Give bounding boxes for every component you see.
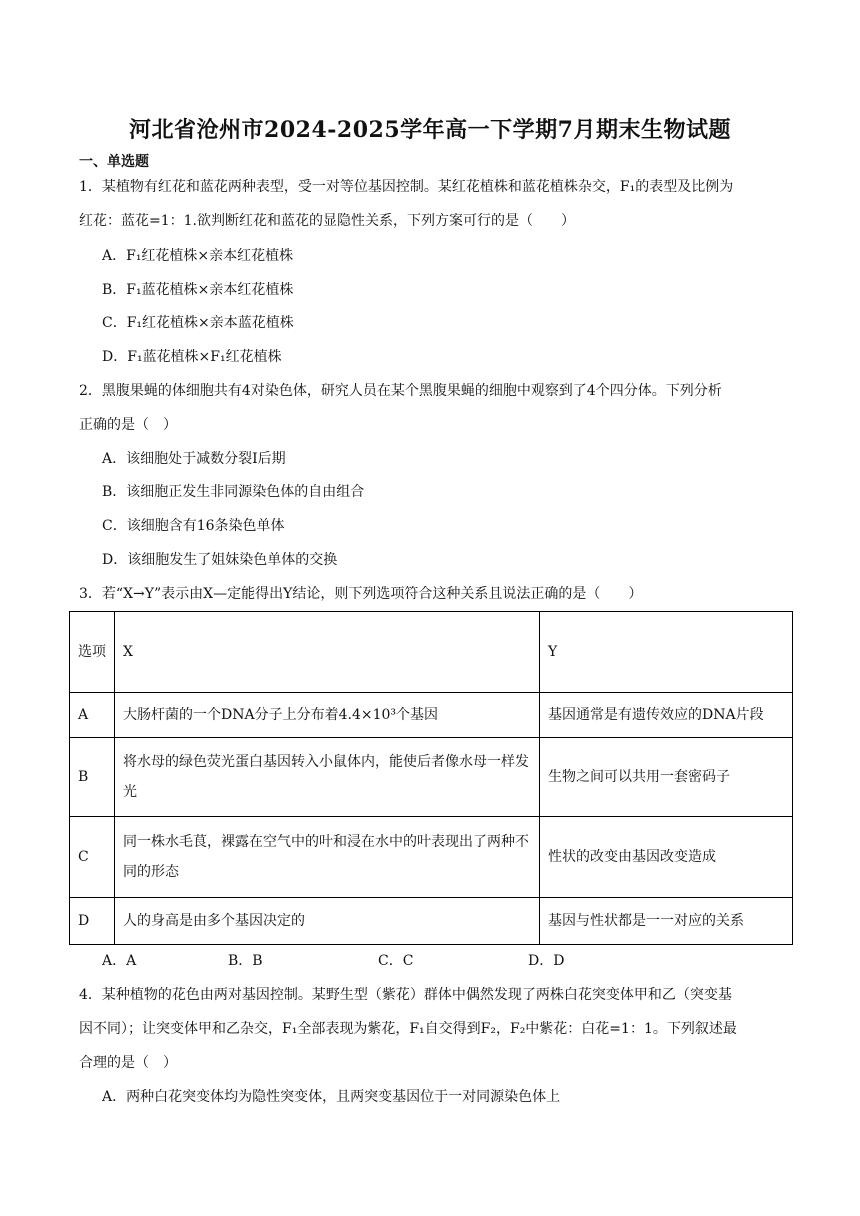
q1-option-d: D．F₁蓝花植株×F₁红花植株 <box>102 349 282 365</box>
header-option: 选项 <box>70 612 115 693</box>
q1-option-a: A．F₁红花植株×亲本红花植株 <box>102 248 294 264</box>
row-d-x: 人的身高是由多个基因决定的 <box>115 898 540 945</box>
q2-option-d: D．该细胞发生了姐妹染色单体的交换 <box>102 552 338 568</box>
q3-table <box>69 611 793 945</box>
q3-option-c: C．C <box>378 953 414 969</box>
row-d-label: D <box>70 898 115 945</box>
q1-option-c: C．F₁红花植株×亲本蓝花植株 <box>102 315 294 331</box>
row-a-label: A <box>70 693 115 738</box>
header-x: X <box>115 612 540 693</box>
row-a-y: 基因通常是有遗传效应的DNA片段 <box>540 693 793 738</box>
q4-stem-line1: 4．某种植物的花色由两对基因控制。某野生型（紫花）群体中偶然发现了两株白花突变体甲和乙（突变基 <box>79 987 732 1003</box>
q1-stem-line2: 红花：蓝花=1：1.欲判断红花和蓝花的显隐性关系，下列方案可行的是（ ） <box>79 213 575 229</box>
q2-stem-line2: 正确的是（ ） <box>79 417 177 433</box>
q3-option-d: D．D <box>528 953 565 969</box>
q3-option-b: B．B <box>228 953 263 969</box>
row-c-y: 性状的改变由基因改变造成 <box>540 817 793 898</box>
section-heading: 一、单选题 <box>79 154 149 170</box>
table-row <box>70 817 793 898</box>
table-header-row <box>70 612 793 693</box>
q4-stem-line2: 因不同）；让突变体甲和乙杂交，F₁全部表现为紫花，F₁自交得到F₂，F₂中紫花：白花=1：1。下列叙述最 <box>79 1021 737 1037</box>
row-c-label: C <box>70 817 115 898</box>
header-y: Y <box>540 612 793 693</box>
q3-stem: 3．若“X→Y”表示由X—定能得出Y结论，则下列选项符合这种关系且说法正确的是（ ） <box>79 586 643 602</box>
q4-option-a: A．两种白花突变体均为隐性突变体，且两突变基因位于一对同源染色体上 <box>102 1089 561 1105</box>
q1-option-b: B．F₁蓝花植株×亲本红花植株 <box>102 282 294 298</box>
q2-option-c: C．该细胞含有16条染色单体 <box>102 518 285 534</box>
row-b-x: 将水母的绿色荧光蛋白基因转入小鼠体内，能使后者像水母一样发光 <box>115 738 540 817</box>
q2-option-b: B．该细胞正发生非同源染色体的自由组合 <box>102 484 365 500</box>
table-row <box>70 898 793 945</box>
page-title: 河北省沧州市2024-2025学年高一下学期7月期末生物试题 <box>129 117 731 143</box>
row-a-x: 大肠杆菌的一个DNA分子上分布着4.4×10³个基因 <box>115 693 540 738</box>
q4-stem-line3: 合理的是（ ） <box>79 1055 177 1071</box>
row-b-y: 生物之间可以共用一套密码子 <box>540 738 793 817</box>
row-d-y: 基因与性状都是一一对应的关系 <box>540 898 793 945</box>
row-b-label: B <box>70 738 115 817</box>
q2-option-a: A．该细胞处于减数分裂Ⅰ后期 <box>102 451 286 467</box>
q3-option-a: A．A <box>102 953 137 969</box>
table-row <box>70 693 793 738</box>
q1-stem-line1: 1．某植物有红花和蓝花两种表型，受一对等位基因控制。某红花植株和蓝花植株杂交，F₁的表型及比例为 <box>79 179 734 195</box>
row-c-x: 同一株水毛茛，裸露在空气中的叶和浸在水中的叶表现出了两种不同的形态 <box>115 817 540 898</box>
table-row <box>70 738 793 817</box>
q2-stem-line1: 2．黑腹果蝇的体细胞共有4对染色体，研究人员在某个黑腹果蝇的细胞中观察到了4个四分体。下列分析 <box>79 383 722 399</box>
